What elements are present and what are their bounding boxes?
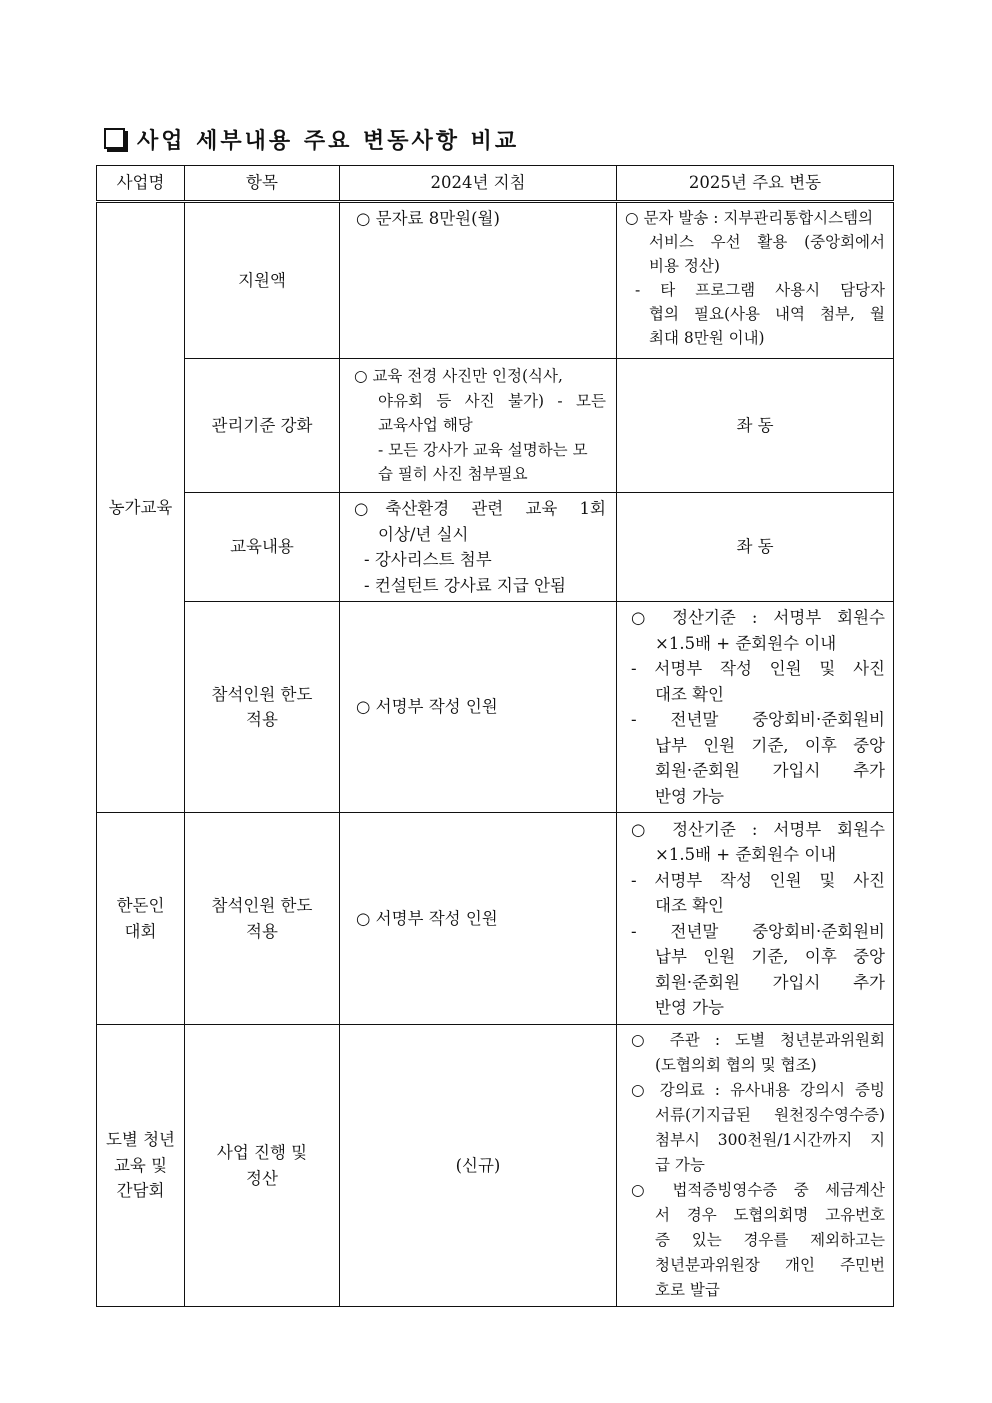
- project-name-cell: [97, 202, 185, 813]
- y2025-line: 반영 가능: [655, 786, 725, 806]
- y2025-line: 납부 인원 기준, 이후 중앙: [655, 735, 885, 755]
- y2025-line: ○ 법적증빙영수증 중 세금계산: [631, 1181, 885, 1199]
- project-name-cell: [97, 1025, 185, 1307]
- y2025-cell: [617, 359, 894, 493]
- item-label: 관리기준 강화: [211, 415, 313, 435]
- y2024-line: ○ 교육 전경 사진만 인정(식사,: [354, 367, 563, 386]
- project-name-cell: [97, 813, 185, 1025]
- item-label: 정산: [246, 1168, 278, 1188]
- y2024-line: (신규): [455, 1155, 501, 1175]
- y2024-line: 야유회 등 사진 불가) - 모든: [378, 391, 606, 410]
- y2025-line: - 타 프로그램 사용시 담당자: [635, 281, 885, 299]
- y2025-cell: [617, 202, 894, 359]
- header-item: 항목: [185, 166, 340, 202]
- y2025-line: 비용 정산): [649, 257, 720, 275]
- table-row: [97, 493, 894, 602]
- y2025-cell: [617, 813, 894, 1025]
- y2025-line: 좌 동: [736, 537, 774, 557]
- y2025-line: 첨부시 300천원/1시간까지 지: [655, 1131, 885, 1149]
- y2024-cell: [340, 359, 617, 493]
- y2024-cell: [340, 493, 617, 602]
- y2025-line: 급 가능: [655, 1156, 705, 1174]
- header-2025-changes: 2025년 주요 변동: [617, 166, 894, 202]
- y2024-line: ○ 문자료 8만원(월): [356, 209, 500, 228]
- y2024-line: 습 필히 사진 첨부필요: [378, 465, 528, 484]
- page-title: [104, 124, 519, 155]
- project-name: 한돈인: [116, 896, 165, 915]
- table-row: [97, 813, 894, 1025]
- y2025-line: ○ 정산기준 : 서명부 회원수: [631, 819, 885, 839]
- y2025-line: 납부 인원 기준, 이후 중앙: [655, 947, 885, 966]
- y2025-line: ○ 주관 : 도별 청년분과위원회: [631, 1031, 885, 1049]
- item-label: 사업 진행 및: [216, 1143, 308, 1162]
- y2024-cell: [340, 813, 617, 1025]
- table-row: [97, 1025, 894, 1307]
- item-label: 적용: [246, 710, 278, 729]
- item-label: 교육내용: [230, 537, 294, 557]
- y2025-line: (도협의회 협의 및 협조): [655, 1056, 817, 1074]
- y2024-line: - 모든 강사가 교육 설명하는 모: [378, 440, 588, 459]
- y2025-line: 대조 확인: [655, 684, 725, 704]
- y2025-line: - 서명부 작성 인원 및 사진: [631, 659, 885, 678]
- page-title-text: 사업 세부내용 주요 변동사항 비교: [137, 128, 520, 154]
- y2025-line: 서류(기지급된 원천징수영수증): [655, 1106, 885, 1124]
- item-cell: [185, 1025, 340, 1307]
- item-label: 참석인원 한도: [211, 684, 313, 704]
- y2025-line: ○ 문자 발송 : 지부관리통합시스템의: [625, 209, 874, 227]
- y2025-cell: [617, 1025, 894, 1307]
- item-cell: [185, 602, 340, 813]
- y2025-line: ○ 강의료 : 유사내용 강의시 증빙: [631, 1081, 885, 1099]
- y2025-line: 서비스 우선 활용 (중앙회에서: [649, 233, 885, 251]
- item-cell: [185, 359, 340, 493]
- y2025-line: 최대 8만원 이내): [649, 329, 765, 347]
- table-row: [97, 202, 894, 359]
- y2024-cell: [340, 602, 617, 813]
- y2025-cell: [617, 602, 894, 813]
- y2024-line: - 컨설턴트 강사료 지급 안됨: [364, 575, 566, 595]
- y2025-line: 회원·준회원 가입시 추가: [655, 761, 885, 780]
- project-name: 교육 및: [113, 1155, 168, 1175]
- y2025-line: 협의 필요(사용 내역 첨부, 월: [649, 305, 885, 323]
- table-header-row: [97, 166, 894, 202]
- table-row: [97, 359, 894, 493]
- y2025-line: 청년분과위원장 개인 주민번: [655, 1256, 885, 1274]
- y2024-cell: [340, 202, 617, 359]
- y2025-line: ×1.5배 + 준회원수 이내: [655, 845, 837, 864]
- y2025-line: - 서명부 작성 인원 및 사진: [631, 870, 885, 890]
- y2024-line: ○ 서명부 작성 인원: [356, 908, 498, 928]
- y2025-line: 대조 확인: [655, 896, 725, 915]
- y2024-line: ○축산환경 관련 교육 1회: [354, 499, 606, 518]
- item-cell: [185, 202, 340, 359]
- y2025-line: ×1.5배 + 준회원수 이내: [655, 633, 837, 653]
- project-name: 도별 청년: [105, 1130, 175, 1150]
- project-name: 간담회: [116, 1181, 165, 1201]
- comparison-table: [96, 165, 894, 1307]
- y2024-line: ○ 서명부 작성 인원: [356, 697, 498, 717]
- y2025-line: - 전년말 중앙회비·준회원비: [631, 710, 885, 729]
- y2024-cell: [340, 1025, 617, 1307]
- y2025-line: 반영 가능: [655, 998, 725, 1017]
- project-name: 대회: [124, 921, 157, 941]
- table-row: [97, 602, 894, 813]
- y2025-line: - 전년말 중앙회비·준회원비: [631, 921, 885, 941]
- project-name: 농가교육: [108, 497, 173, 517]
- item-label: 참석인원 한도: [211, 896, 313, 915]
- y2025-line: 증 있는 경우를 제외하고는: [655, 1231, 885, 1249]
- header-2024-guideline: 2024년 지침: [340, 166, 617, 202]
- item-cell: [185, 493, 340, 602]
- y2025-line: 좌 동: [736, 415, 774, 435]
- item-label: 지원액: [238, 270, 286, 290]
- item-cell: [185, 813, 340, 1025]
- y2025-line: 서 경우 도협의회명 고유번호: [655, 1206, 885, 1224]
- y2025-line: 회원·준회원 가입시 추가: [655, 972, 885, 992]
- y2024-line: - 강사리스트 첨부: [364, 550, 492, 569]
- y2025-line: 호로 발급: [655, 1281, 720, 1299]
- y2025-line: ○ 정산기준 : 서명부 회원수: [631, 608, 885, 627]
- y2025-cell: [617, 493, 894, 602]
- header-project-name: 사업명: [97, 166, 185, 202]
- y2024-line: 이상/년 실시: [378, 524, 469, 544]
- item-label: 적용: [246, 921, 278, 941]
- checkbox-icon: [104, 128, 125, 149]
- y2024-line: 교육사업 해당: [378, 416, 473, 435]
